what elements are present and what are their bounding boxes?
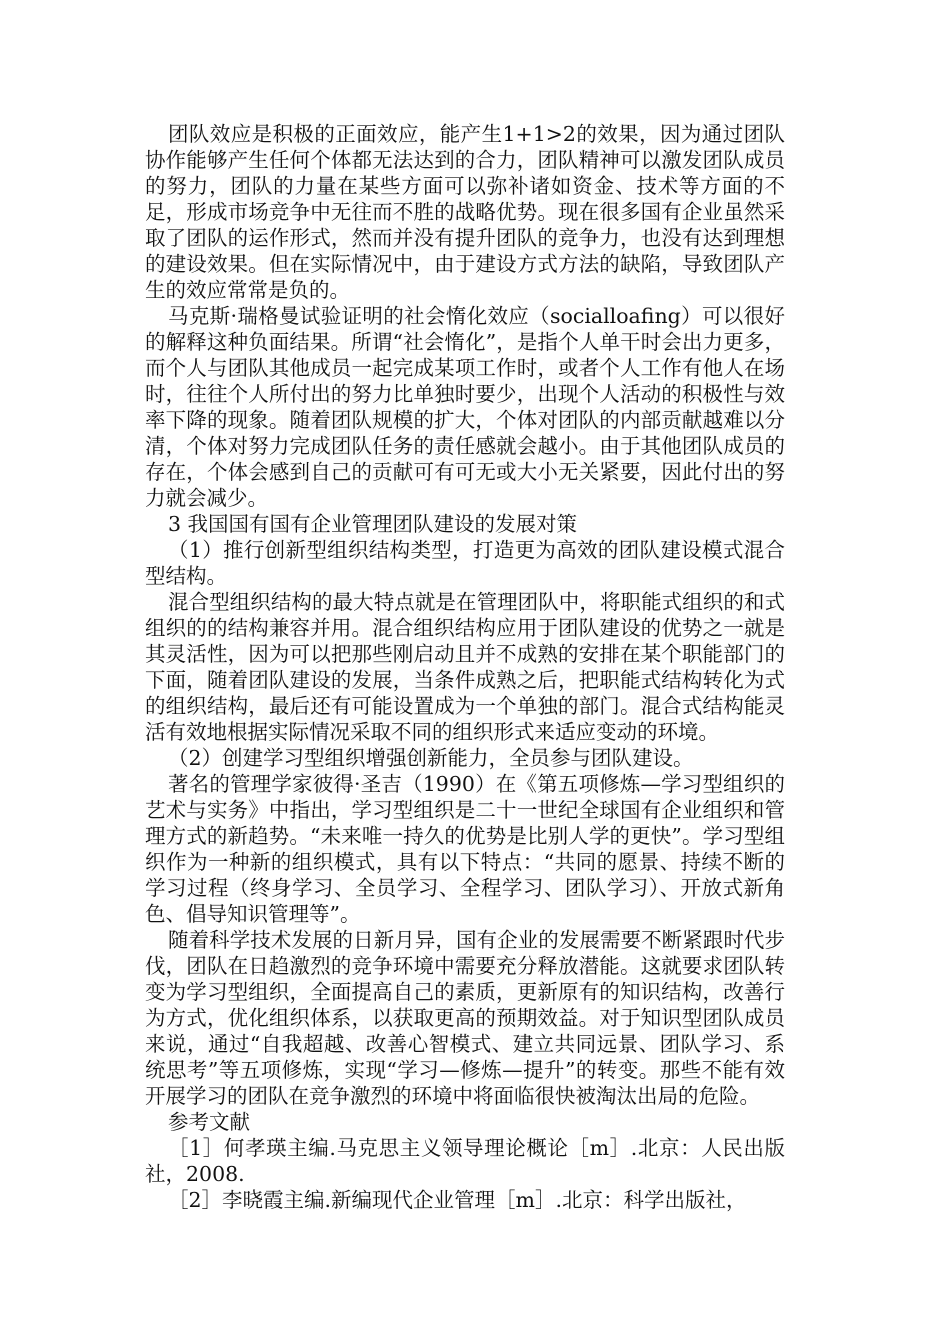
- references-heading: 参考文献: [168, 1110, 250, 1134]
- paragraph-hybrid-structure: 混合型组织结构的最大特点就是在管理团队中，将职能式组织的和式组织的的结构兼容并用。混合组织结构应用于团队建设的优势之一就是其灵活性，因为可以把那些刚启动且并不成熟的安排在某个职能部门的下面，随着团队建设的发展，当条件成熟之后，把职能式结构转化为式的组织结构，最后还有可能设置成为一个单独的部门。混合式结构能灵活有效地根据实际情况采取不同的组织形式来适应变动的环境。: [145, 590, 785, 744]
- paragraph-tech-development: 随着科学技术发展的日新月异，国有企业的发展需要不断紧跟时代步伐，团队在日趋激烈的竞争环境中需要充分释放潜能。这就要求团队转变为学习型组织，全面提高自己的素质，更新原有的知识结构，改善行为方式，优化组织体系，以获取更高的预期效益。对于知识型团队成员来说，通过“自我超越、改善心智模式、建立共同远景、团队学习、系统思考”等五项修炼，实现“学习—修炼—提升”的转变。那些不能有效开展学习的团队在竞争激烈的环境中将面临很快被淘汰出局的危险。: [145, 928, 785, 1108]
- subsection-heading-2: （2）创建学习型组织增强创新能力，全员参与团队建设。: [168, 746, 694, 770]
- reference-item-2: ［2］李晓霞主编.新编现代企业管理［m］.北京：科学出版社，: [168, 1188, 747, 1212]
- section-heading: 3 我国国有国有企业管理团队建设的发展对策: [168, 512, 578, 536]
- reference-item-1: ［1］何孝瑛主编.马克思主义领导理论概论［m］.北京：人民出版社，2008.: [145, 1136, 785, 1186]
- document-body: [145, 121, 785, 1213]
- paragraph-social-loafing: 马克斯·瑞格曼试验证明的社会惰化效应（socialloafing）可以很好的解释这种负面结果。所谓“社会惰化”，是指个人单干时会出力更多，而个人与团队其他成员一起完成某项工作时，或者个人工作有他人在场时，往往个人所付出的努力比单独时要少，出现个人活动的积极性与效率下降的现象。随着团队规模的扩大，个体对团队的内部贡献越难以分清，个体对努力完成团队任务的责任感就会越小。由于其他团队成员的存在，个体会感到自己的贡献可有可无或大小无关紧要，因此付出的努力就会减少。: [145, 304, 785, 510]
- subsection-heading-1: （1）推行创新型组织结构类型，打造更为高效的团队建设模式混合型结构。: [145, 538, 785, 588]
- paragraph-learning-organization: 著名的管理学家彼得·圣吉（1990）在《第五项修炼—学习型组织的艺术与实务》中指出，学习型组织是二十一世纪全球国有企业组织和管理方式的新趋势。“未来唯一持久的优势是比别人学的更快”。学习型组织作为一种新的组织模式，具有以下特点：“共同的愿景、持续不断的学习过程（终身学习、全员学习、全程学习、团队学习）、开放式新角色、倡导知识管理等”。: [145, 772, 785, 926]
- paragraph-team-effect: 团队效应是积极的正面效应，能产生1+1>2的效果，因为通过团队协作能够产生任何个体都无法达到的合力，团队精神可以激发团队成员的努力，团队的力量在某些方面可以弥补诸如资金、技术等方面的不足，形成市场竞争中无往而不胜的战略优势。现在很多国有企业虽然采取了团队的运作形式，然而并没有提升团队的竞争力，也没有达到理想的建设效果。但在实际情况中，由于建设方式方法的缺陷，导致团队产生的效应常常是负的。: [145, 122, 785, 302]
